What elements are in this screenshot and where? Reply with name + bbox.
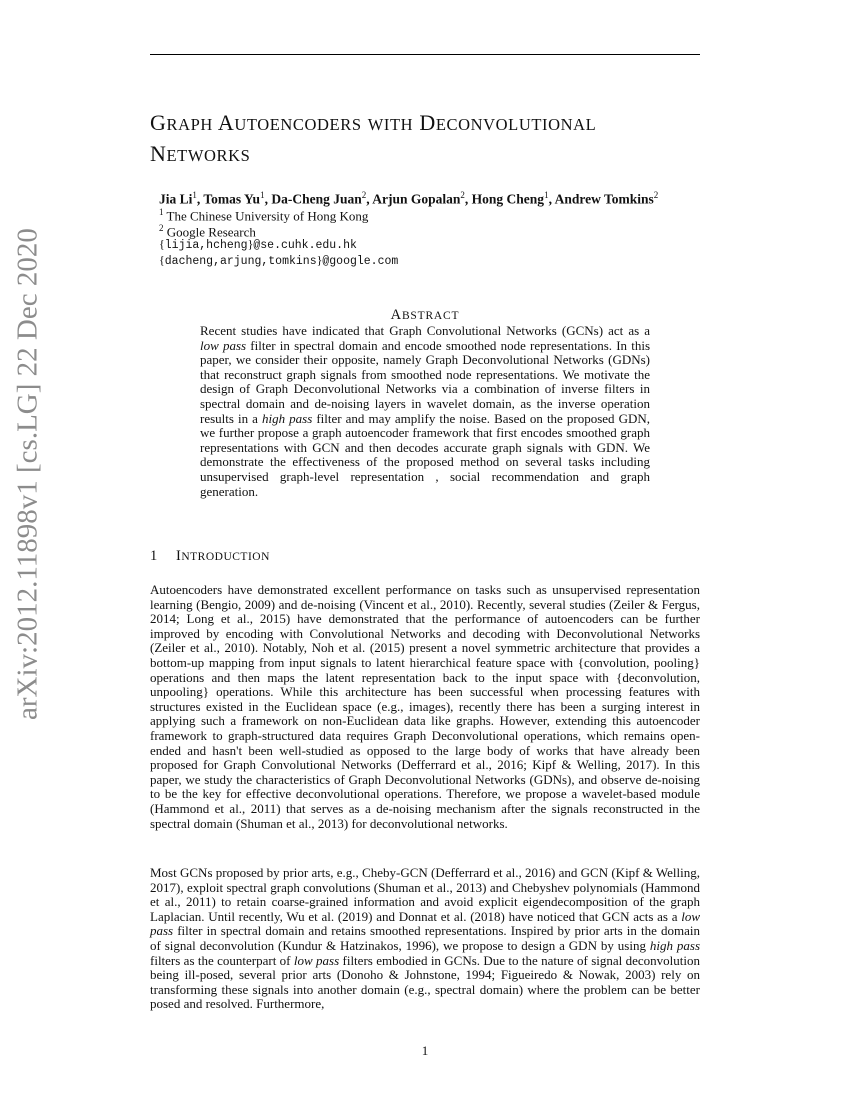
author-name: Jia Li bbox=[159, 191, 193, 207]
title-w2-cap: A bbox=[217, 110, 235, 135]
author-aff: 2 bbox=[460, 190, 465, 200]
paper-title bbox=[150, 108, 710, 170]
email-brace-open: { bbox=[159, 253, 165, 267]
paragraph-emphasis: low pass bbox=[293, 952, 340, 968]
paragraph-part: filters as the counterpart of bbox=[150, 952, 294, 968]
title-w5-rest: ETWORKS bbox=[166, 146, 251, 165]
abstract-heading bbox=[150, 307, 700, 324]
abstract-emphasis: high pass bbox=[261, 410, 313, 426]
title-w4-rest: ECONVOLUTIONAL bbox=[435, 115, 597, 134]
affiliation-name: Google Research bbox=[166, 224, 256, 240]
abstract-heading-rest: BSTRACT bbox=[401, 310, 460, 322]
abstract-emphasis: low pass bbox=[200, 337, 247, 353]
title-w2-rest: UTOENCODERS bbox=[234, 115, 362, 134]
email-domain: @se.cuhk.edu.hk bbox=[253, 239, 357, 252]
author-aff: 2 bbox=[653, 190, 659, 200]
section-heading bbox=[150, 548, 700, 565]
email-users: lijia,hcheng bbox=[164, 239, 248, 252]
author-name: Tomas Yu bbox=[203, 191, 261, 207]
email-domain: @google.com bbox=[322, 255, 399, 268]
paragraph-part: Most GCNs proposed by prior arts, e.g., Cheby-GCN (Defferrard et al., 2016) and GCN (Kipf & Welling, 2017), exploit spectral graph convolutions (Shuman et al., 2013) and Chebyshev polynomials (Hammond et al., 2011) to retain coarse-grained information and avoid explicit eigendecomposition of the graph Laplacian. Until recently, Wu et al. (2019) and Donnat et al. (2018) have noticed that GCN acts as a bbox=[150, 865, 700, 924]
author-aff: 1 bbox=[260, 190, 265, 200]
title-w3: WITH bbox=[367, 115, 414, 134]
author-aff: 1 bbox=[544, 190, 549, 200]
email-brace-close: } bbox=[247, 237, 254, 251]
abstract-text bbox=[200, 324, 650, 499]
title-w5-cap: N bbox=[150, 141, 167, 166]
arxiv-stamp-text: arXiv:2012.11898v1 [cs.LG] 22 Dec 2020 bbox=[11, 228, 44, 720]
header-rule bbox=[150, 54, 700, 55]
page-number: 1 bbox=[421, 1043, 429, 1058]
intro-paragraph-1: Autoencoders have demonstrated excellent performance on tasks such as unsupervised representation learning (Bengio, 2009) and de-noising (Vincent et al., 2010). Recently, several studies (Zeiler & Fergus, 2014; Long et al., 2015) have demonstrated that the performance of autoencoders can be further improved by encoding with Convolutional Networks and decoding with Deconvolutional Networks (Zeiler et al., 2010). Notably, Noh et al. (2015) present a novel symmetric architecture that provides a bottom-up mapping from input signals to latent hierarchical feature space with {convolution, pooling} operations and then maps the latent representation back to the input space with {deconvolution, unpooling} operations. While this architecture has been successful when processing features with structures existed in the Euclidean space (e.g., images), recently there has been a surging interest in applying such a framework on non-Euclidean data like graphs. However, extending this autoencoder framework to graph-structured data requires Graph Deconvolutional operations, which remains open-ended and hasn't been well-studied as opposed to the large body of works that have already been proposed for Graph Convolutional Networks (Defferrard et al., 2016; Kipf & Welling, 2017). In this paper, we study the characteristics of Graph Deconvolutional Networks (GDNs), and observe de-noising to be the key for effective deconvolutional operations. Therefore, we propose a wavelet-based module (Hammond et al., 2011) that serves as a de-noising mechanism after the signals reconstructed in the spectral domain (Shuman et al., 2013) for deconvolutional networks. bbox=[150, 582, 700, 831]
section-title-rest: NTRODUCTION bbox=[181, 551, 270, 563]
email-brace-close: } bbox=[316, 253, 323, 267]
affiliation-num: 2 bbox=[159, 223, 164, 233]
email-users: dacheng,arjung,tomkins bbox=[164, 255, 317, 268]
paragraph-emphasis: low pass bbox=[150, 908, 700, 939]
email-brace-open: { bbox=[159, 237, 165, 251]
email-line bbox=[159, 252, 719, 270]
title-w4-cap: D bbox=[419, 110, 436, 135]
intro-paragraph-2 bbox=[150, 866, 700, 1012]
paragraph-part: filter in spectral domain and retains smoothed representations. Inspired by prior arts in the domain of signal deconvolution (Kundur & Hatzinakos, 1996), we propose to design a GDN by using bbox=[150, 923, 700, 953]
abstract-part: filter and may amplify the noise. Based on the proposed GDN, we further propose a graph autoencoder framework that first encodes smoothed graph representations with GCN and then decodes accurate graph signals with GDN. We demonstrate the effectiveness of the proposed method on several tasks including unsupervised graph-level representation , social recommendation and graph generation. bbox=[200, 410, 651, 499]
author-aff: 1 bbox=[192, 190, 197, 200]
paragraph-part: filters embodied in GCNs. Due to the nature of signal deconvolution being ill-posed, several prior arts (Donoho & Johnstone, 1994; Figueiredo & Nowak, 2003) rely on transforming these signals into another domain (e.g., spectral domain) where the problem can be better posed and resolved. Furthermore, bbox=[150, 952, 700, 1012]
title-w1-cap: G bbox=[150, 110, 167, 135]
abstract-part: Recent studies have indicated that Graph Convolutional Networks (GCNs) act as a bbox=[200, 323, 650, 338]
paragraph-emphasis: high pass bbox=[649, 937, 700, 953]
affiliation-name: The Chinese University of Hong Kong bbox=[166, 208, 369, 224]
author-aff: 2 bbox=[361, 190, 367, 200]
affiliation-num: 1 bbox=[159, 207, 164, 217]
section-number: 1 bbox=[150, 548, 158, 564]
title-w1-rest: RAPH bbox=[166, 115, 213, 134]
author-name: Hong Cheng bbox=[471, 191, 545, 207]
author-name: Arjun Gopalan bbox=[372, 191, 461, 207]
author-name: Andrew Tomkins bbox=[554, 191, 654, 207]
section-title-cap: I bbox=[176, 548, 182, 564]
abstract-part: filter in spectral domain and encode smoothed node representations. In this paper, we consider their opposite, namely Graph Deconvolutional Networks (GDNs) that reconstruct graph signals from smoothed node representations. We motivate the design of Graph Deconvolutional Networks via a combination of inverse filters in spectral domain and de-noising layers in wavelet domain, as the inverse operation results in a bbox=[200, 337, 651, 426]
author-name: Da-Cheng Juan bbox=[271, 191, 362, 207]
author-list: Jia Li$^1$, Tomas Yu$^1$, Da-Cheng Juan$^2$, Arjun Gopalan$^2$, Hong Cheng$^1$, Andrew Tomkins$^2$ bbox=[159, 190, 659, 207]
arxiv-stamp bbox=[2, 228, 54, 720]
abstract-heading-cap: A bbox=[390, 307, 402, 323]
